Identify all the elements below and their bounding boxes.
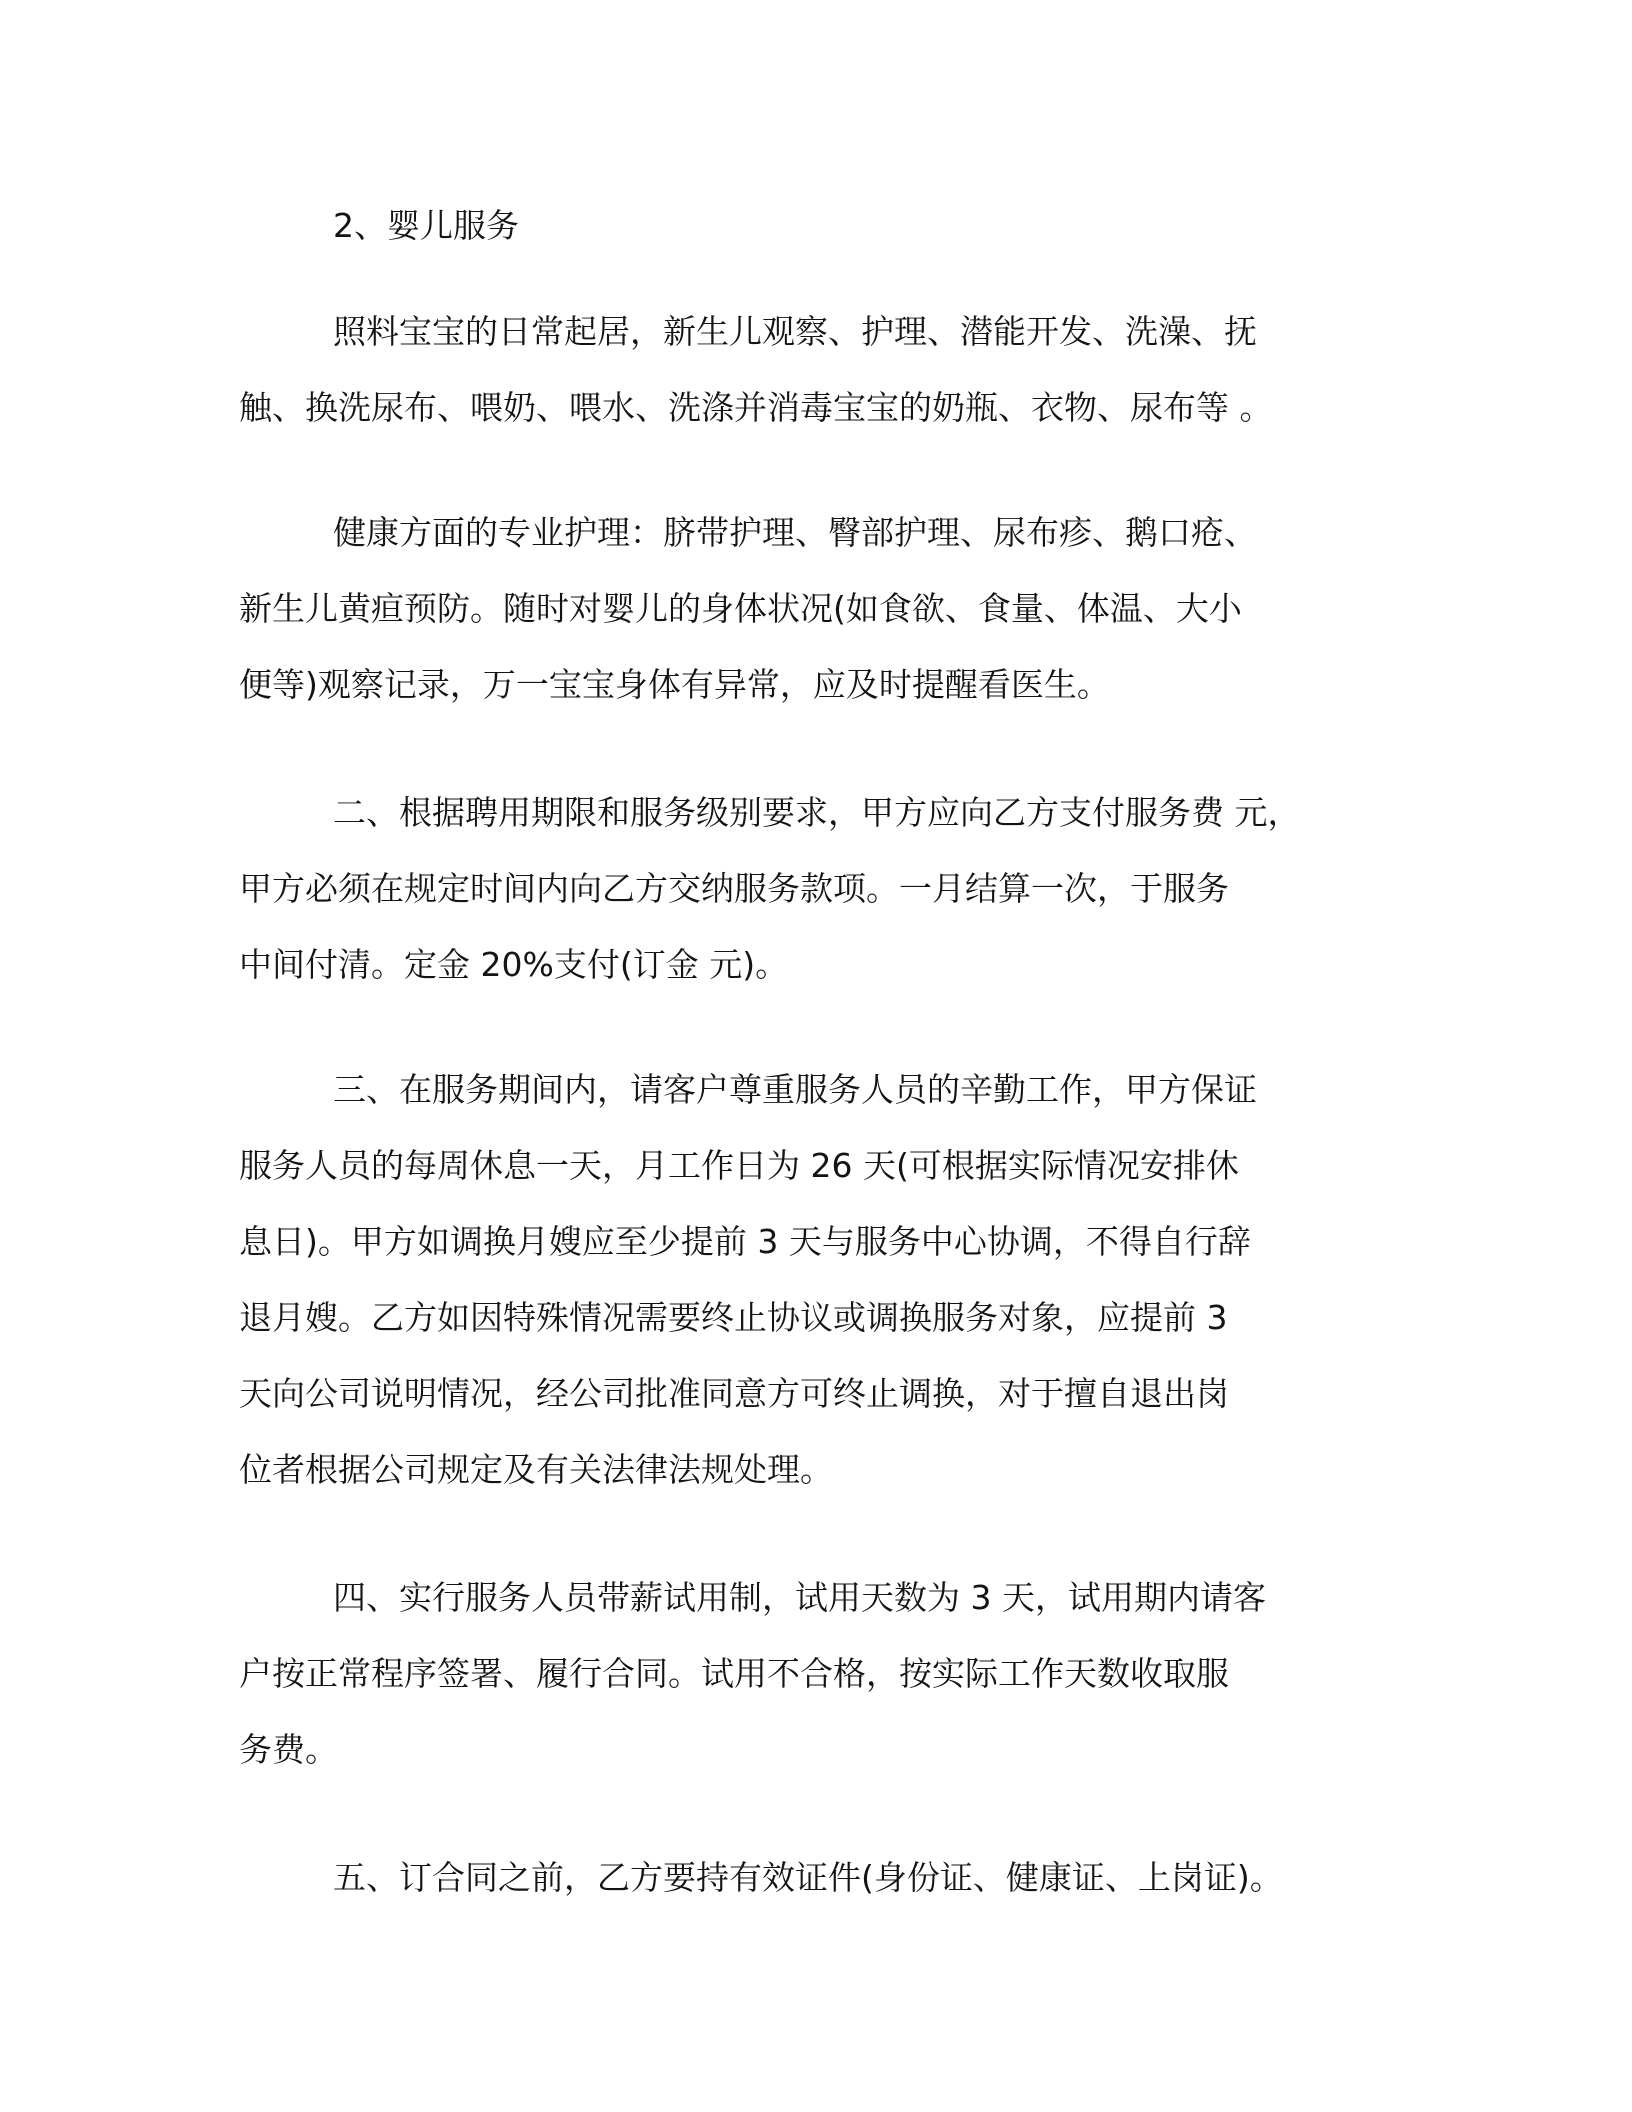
paragraph-line: 服务人员的每周休息一天，月工作日为 26 天(可根据实际情况安排休	[239, 1146, 1239, 1185]
paragraph-clause-2-fee	[239, 775, 1439, 1003]
paragraph-line: 三、在服务期间内，请客户尊重服务人员的辛勤工作，甲方保证	[333, 1070, 1257, 1109]
paragraph-line: 位者根据公司规定及有关法律法规处理。	[239, 1450, 833, 1489]
paragraph-line: 甲方必须在规定时间内向乙方交纳服务款项。一月结算一次，于服务	[239, 869, 1229, 908]
section-heading: 2、婴儿服务	[333, 206, 519, 245]
paragraph-line: 息日)。甲方如调换月嫂应至少提前 3 天与服务中心协调，不得自行辞	[239, 1222, 1251, 1261]
paragraph-line: 退月嫂。乙方如因特殊情况需要终止协议或调换服务对象，应提前 3	[239, 1298, 1228, 1337]
paragraph-line: 务费。	[239, 1730, 338, 1769]
paragraph-clause-4-trial	[239, 1560, 1439, 1788]
paragraph-line: 新生儿黄疸预防。随时对婴儿的身体状况(如食欲、食量、体温、大小	[239, 589, 1242, 628]
paragraph-line: 中间付清。定金 20%支付(订金 元)。	[239, 945, 789, 984]
paragraph-line: 户按正常程序签署、履行合同。试用不合格，按实际工作天数收取服	[239, 1654, 1229, 1693]
document-body	[239, 188, 1439, 1916]
paragraph-line: 健康方面的专业护理：脐带护理、臀部护理、尿布疹、鹅口疮、	[333, 513, 1257, 552]
paragraph-clause-5-documents	[239, 1840, 1439, 1916]
paragraph-line: 四、实行服务人员带薪试用制，试用天数为 3 天，试用期内请客	[333, 1578, 1266, 1617]
paragraph-clause-3-rest	[239, 1052, 1439, 1508]
paragraph-line: 便等)观察记录，万一宝宝身体有异常，应及时提醒看医生。	[239, 665, 1110, 704]
paragraph-line: 二、根据聘用期限和服务级别要求，甲方应向乙方支付服务费 元，	[333, 793, 1301, 832]
paragraph-line: 天向公司说明情况，经公司批准同意方可终止调换，对于擅自退出岗	[239, 1374, 1229, 1413]
paragraph-line: 触、换洗尿布、喂奶、喂水、洗涤并消毒宝宝的奶瓶、衣物、尿布等 。	[239, 388, 1273, 427]
paragraph-line: 照料宝宝的日常起居，新生儿观察、护理、潜能开发、洗澡、抚	[333, 312, 1257, 351]
paragraph-health-care	[239, 495, 1439, 723]
paragraph-line: 五、订合同之前，乙方要持有效证件(身份证、健康证、上岗证)。	[333, 1858, 1283, 1897]
paragraph-baby-daily-care	[239, 294, 1439, 446]
